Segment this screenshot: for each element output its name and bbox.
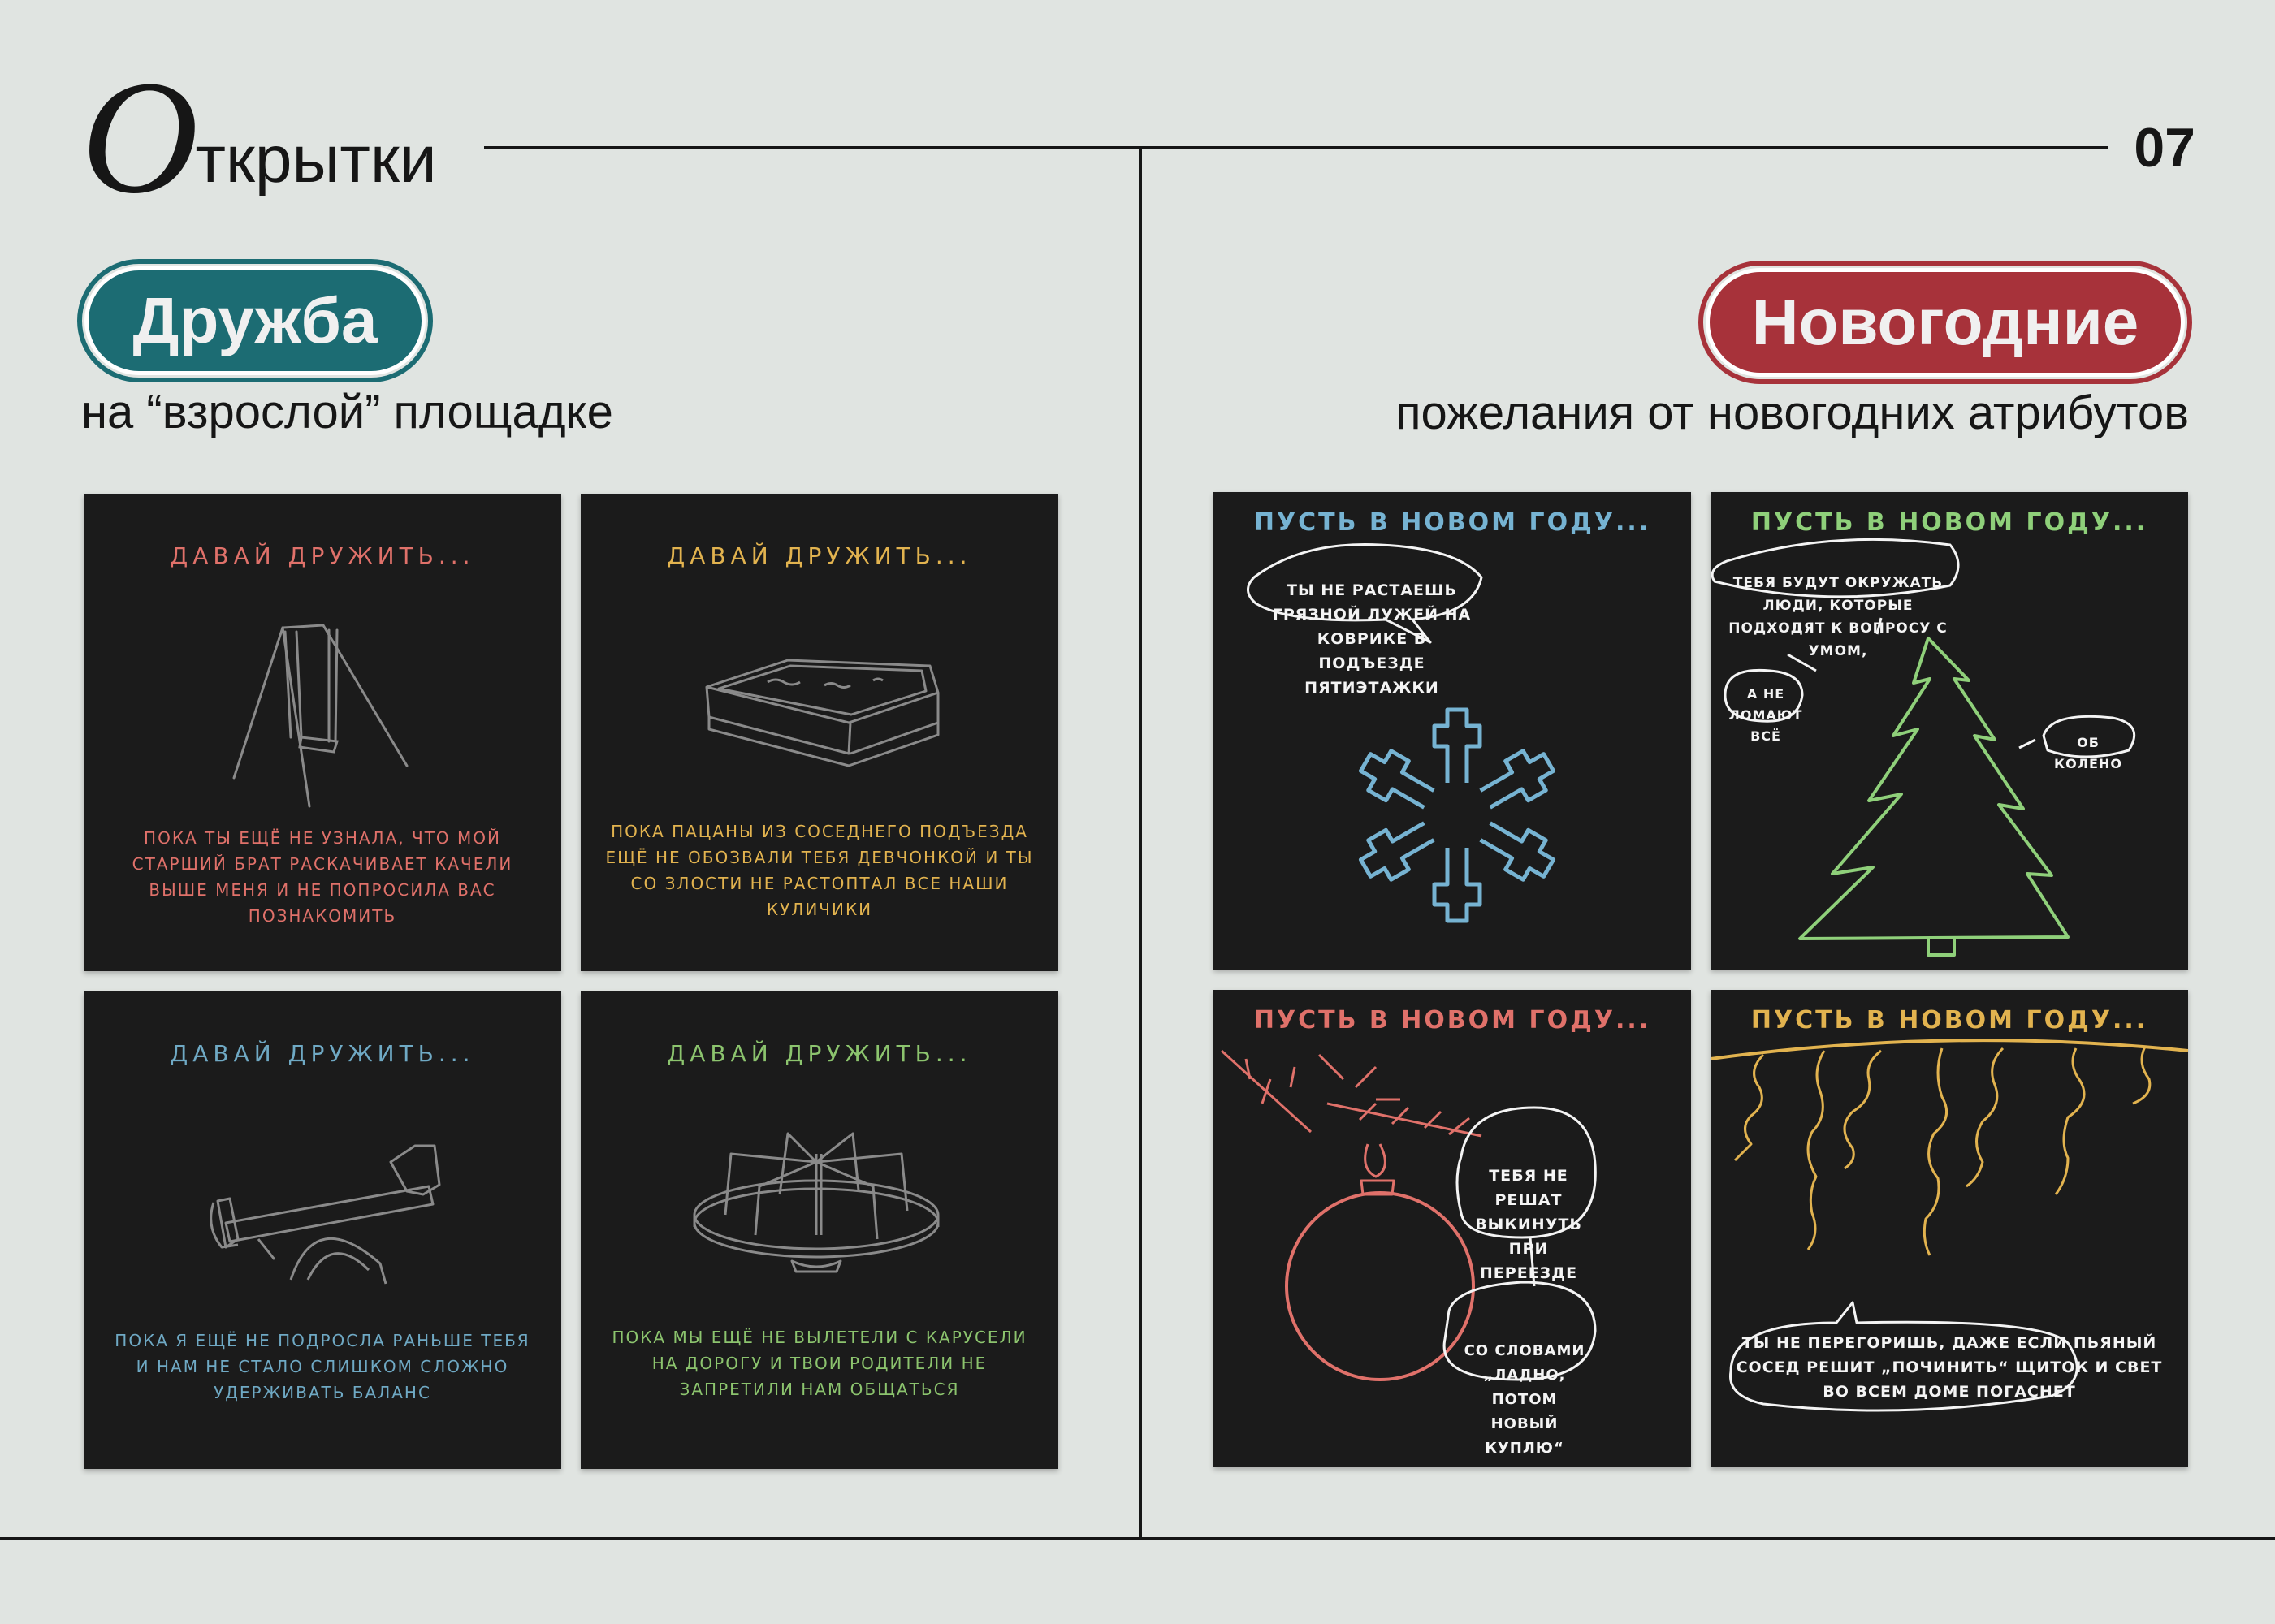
new-year-card-tree[interactable] (1711, 492, 2188, 970)
speech-bubble: СО СЛОВАМИ „ЛАДНО, ПОТОМ НОВЫЙ КУПЛЮ“ (1464, 1342, 1585, 1457)
card-heading: ДАВАЙ ДРУЖИТЬ... (667, 1040, 972, 1067)
friendship-badge-label: Дружба (132, 284, 378, 356)
speech-bubble: А НЕ ЛОМАЮТ ВСЁ (1728, 686, 1803, 744)
card-text: ПОКА МЫ ЕЩЁ НЕ ВЫЛЕТЕЛИ С КАРУСЕЛИ НА ДОРОГУ И ТВОИ РОДИТЕЛИ НЕ ЗАПРЕТИЛИ НАМ ОБЩАТЬСЯ (612, 1328, 1027, 1399)
friendship-card-carousel[interactable] (581, 991, 1058, 1469)
card-heading: ПУСТЬ В НОВОМ ГОДУ... (1253, 508, 1651, 537)
title-rest: ткрытки (195, 123, 437, 197)
friendship-subtitle: на “взрослой” площадке (81, 386, 613, 438)
card-text: ПОКА Я ЕЩЁ НЕ ПОДРОСЛА РАНЬШЕ ТЕБЯ И НАМ НЕ СТАЛО СЛИШКОМ СЛОЖНО УДЕРЖИВАТЬ БАЛАНС (115, 1331, 530, 1402)
speech-bubble: ТЕБЯ НЕ РЕШАТ ВЫКИНУТЬ ПРИ ПЕРЕЕЗДЕ (1475, 1167, 1582, 1282)
new-year-badge-label: Новогодние (1751, 286, 2139, 358)
card-heading: ПУСТЬ В НОВОМ ГОДУ... (1253, 1006, 1651, 1034)
page-number: 07 (2134, 117, 2195, 179)
footer-rule (0, 1537, 2275, 1540)
card-heading: ПУСТЬ В НОВОМ ГОДУ... (1750, 1006, 2148, 1034)
new-year-badge (1706, 268, 2185, 377)
page-title (81, 48, 437, 227)
card-heading: ДАВАЙ ДРУЖИТЬ... (170, 542, 475, 569)
friendship-badge (84, 266, 426, 375)
speech-bubble: ТЫ НЕ РАСТАЕШЬ ГРЯЗНОЙ ЛУЖЕЙ НА КОВРИКЕ В ПОДЪЕЗДЕ ПЯТИЭТАЖКИ (1272, 581, 1472, 697)
card-text: ПОКА ТЫ ЕЩЁ НЕ УЗНАЛА, ЧТО МОЙ СТАРШИЙ БРАТ РАСКАЧИВАЕТ КАЧЕЛИ ВЫШЕ МЕНЯ И НЕ ПОПРОСИЛА ВАС ПОЗНАКОМИТЬ (132, 828, 513, 926)
new-year-card-ornament[interactable] (1213, 990, 1691, 1467)
friendship-card-swing[interactable] (84, 494, 561, 971)
friendship-card-seesaw[interactable] (84, 991, 561, 1469)
card-heading: ПУСТЬ В НОВОМ ГОДУ... (1750, 508, 2148, 537)
friendship-card-sandbox[interactable] (581, 494, 1058, 971)
card-heading: ДАВАЙ ДРУЖИТЬ... (170, 1040, 475, 1067)
speech-bubble: ТЕБЯ БУДУТ ОКРУЖАТЬ ЛЮДИ, КОТОРЫЕ ПОДХОДЯТ К ВОПРОСУ С УМОМ, (1728, 575, 1948, 659)
header-rule (484, 146, 2108, 149)
new-year-card-snowflake[interactable] (1213, 492, 1691, 970)
new-year-subtitle: пожелания от новогодних атрибутов (1395, 387, 2189, 439)
title-initial: О (81, 48, 194, 227)
speech-bubble: ОБ КОЛЕНО (2054, 735, 2122, 771)
new-year-card-garland[interactable] (1711, 990, 2188, 1467)
snowflake-icon (1213, 492, 1691, 970)
center-divider (1139, 149, 1142, 1540)
speech-bubble: ТЫ НЕ ПЕРЕГОРИШЬ, ДАЖЕ ЕСЛИ ПЬЯНЫЙ СОСЕД РЕШИТ „ПОЧИНИТЬ“ ЩИТОК И СВЕТ ВО ВСЕМ ДОМЕ ПОГАСНЕТ (1736, 1334, 2163, 1401)
ornament-icon (1213, 990, 1691, 1467)
card-heading: ДАВАЙ ДРУЖИТЬ... (667, 542, 972, 569)
card-text: ПОКА ПАЦАНЫ ИЗ СОСЕДНЕГО ПОДЪЕЗДА ЕЩЁ НЕ ОБОЗВАЛИ ТЕБЯ ДЕВЧОНКОЙ И ТЫ СО ЗЛОСТИ НЕ РАСТОПТАЛ ВСЕ НАШИ КУЛИЧИКИ (605, 822, 1034, 919)
